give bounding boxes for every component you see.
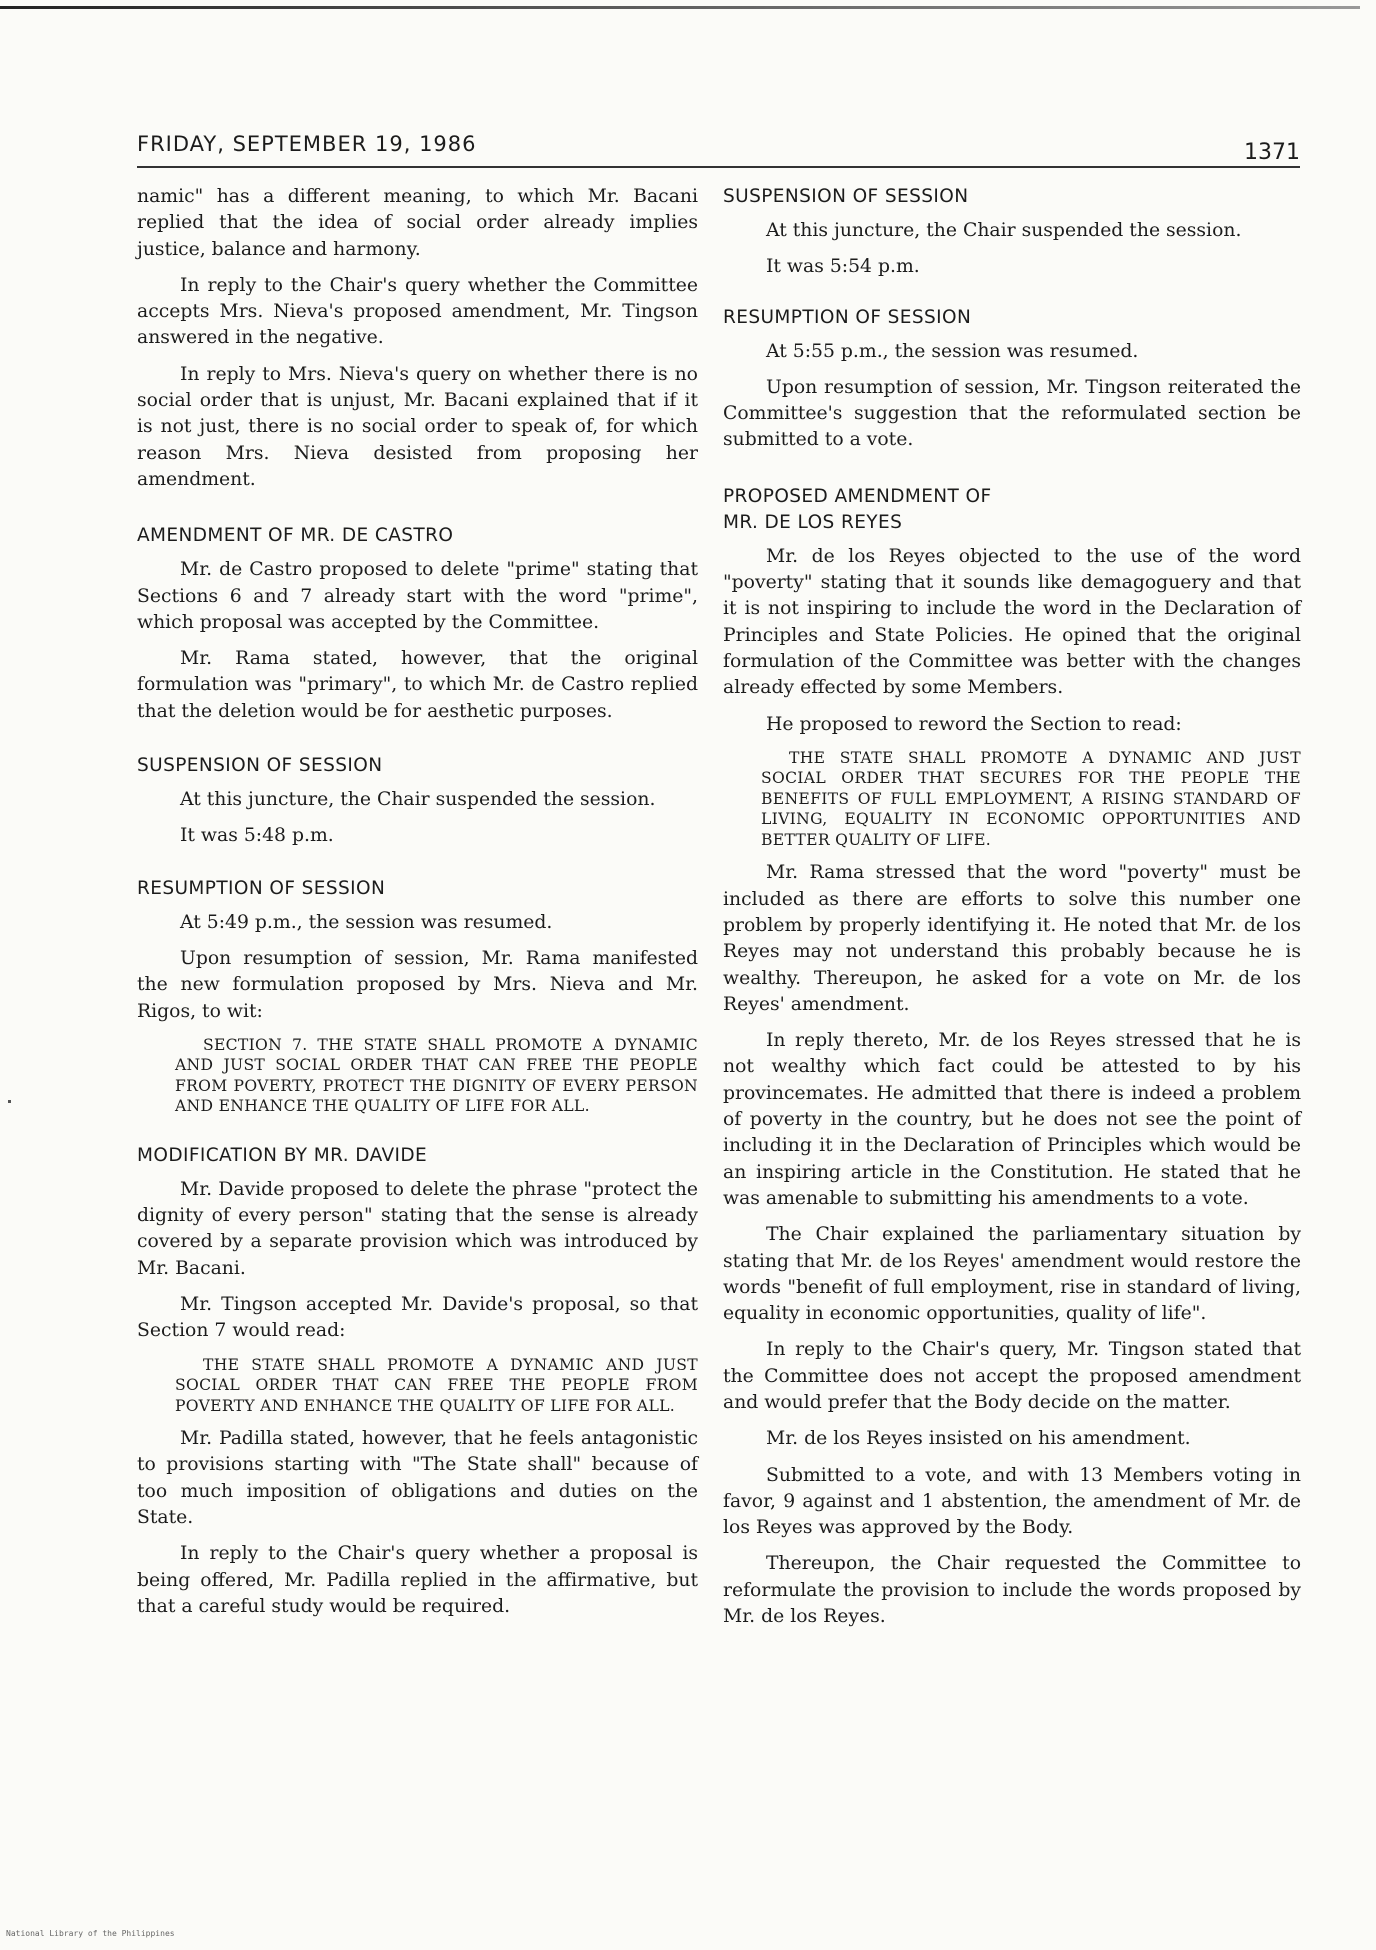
page-header bbox=[137, 128, 1300, 168]
paragraph: Upon resumption of session, Mr. Rama manifested the new formulation proposed by Mrs. Nieva and Mr. Rigos, to wit: bbox=[137, 947, 698, 1022]
paragraph: namic" has a different meaning, to which Mr. Bacani replied that the idea of social order already implies justice, balance and harmony. bbox=[137, 186, 698, 260]
paragraph: Mr. de los Reyes objected to the use of the word "poverty" stating that it sounds like demagoguery and that it is not inspiring to include the word in the Declaration of Principles and State Policies. He opined that the original formulation of the Committee was better with the changes already effected by some Members. bbox=[723, 545, 1301, 699]
section-heading: RESUMPTION OF SESSION bbox=[137, 877, 386, 899]
left-column bbox=[137, 184, 698, 1630]
section-heading: SUSPENSION OF SESSION bbox=[723, 186, 969, 207]
paragraph: At this juncture, the Chair suspended the session. bbox=[180, 789, 656, 811]
paragraph: At this juncture, the Chair suspended the session. bbox=[766, 220, 1242, 241]
paragraph: Mr. Tingson accepted Mr. Davide's proposal, so that Section 7 would read: bbox=[137, 1294, 698, 1342]
paragraph: The Chair explained the parliamentary situation by stating that Mr. de los Reyes' amendment would restore the words "benefit of full employment, rise in standard of living, equality in economic opportunities, quality of life". bbox=[723, 1224, 1301, 1325]
right-column bbox=[723, 184, 1301, 1640]
paragraph: Thereupon, the Chair requested the Committee to reformulate the provision to include the words proposed by Mr. de los Reyes. bbox=[723, 1553, 1301, 1628]
paragraph: He proposed to reword the Section to read: bbox=[766, 713, 1182, 735]
paragraph: At 5:55 p.m., the session was resumed. bbox=[766, 340, 1139, 362]
paragraph: Mr. Padilla stated, however, that he feels antagonistic to provisions starting with "The State shall" because of too much imposition of obligations and duties on the State. bbox=[137, 1428, 698, 1528]
paragraph: Mr. Rama stressed that the word "poverty" must be included as there are efforts to solve this number one problem by properly identifying it. He noted that Mr. de los Reyes may not understand this probably because he is wealthy. Thereupon, he asked for a vote on Mr. de los Reyes' amendment. bbox=[723, 862, 1301, 1015]
top-border-rule bbox=[0, 6, 1360, 9]
paragraph: Upon resumption of session, Mr. Tingson reiterated the Committee's suggestion that the reformulated section be submitted to a vote. bbox=[723, 376, 1301, 451]
block-quote: SECTION 7. THE STATE SHALL PROMOTE A DYNAMIC AND JUST SOCIAL ORDER THAT CAN FREE THE PEOPLE FROM POVERTY, PROTECT THE DIGNITY OF EVERY PERSON AND ENHANCE THE QUALITY OF LIFE FOR ALL. bbox=[175, 1035, 698, 1116]
section-heading: RESUMPTION OF SESSION bbox=[723, 306, 972, 328]
block-quote: THE STATE SHALL PROMOTE A DYNAMIC AND JUST SOCIAL ORDER THAT SECURES FOR THE PEOPLE THE BENEFITS OF FULL EMPLOYMENT, A RISING STANDARD OF LIVING, EQUALITY IN ECONOMIC OPPORTUNITIES AND BETTER QUALITY OF LIFE. bbox=[761, 748, 1301, 849]
paragraph: Submitted to a vote, and with 13 Members voting in favor, 9 against and 1 abstention, the amendment of Mr. de los Reyes was approved by the Body. bbox=[723, 1464, 1301, 1539]
section-heading: AMENDMENT OF MR. DE CASTRO bbox=[137, 525, 454, 547]
paragraph: In reply to the Chair's query, Mr. Tingson stated that the Committee does not accept the proposed amendment and would prefer that the Body decide on the matter. bbox=[723, 1339, 1301, 1413]
paragraph: In reply thereto, Mr. de los Reyes stressed that he is not wealthy which fact could be attested to by his provincemates. He admitted that there is indeed a problem of poverty in the country, but he does not see the point of including it in the Declaration of Principles which would be an inspiring article in the Constitution. He stated that he was amenable to submitting his amendments to a vote. bbox=[723, 1030, 1301, 1209]
section-heading-line: PROPOSED AMENDMENT OF bbox=[723, 485, 992, 507]
paragraph: It was 5:54 p.m. bbox=[766, 256, 920, 278]
header-date: FRIDAY, SEPTEMBER 19, 1986 bbox=[137, 132, 477, 156]
section-heading: SUSPENSION OF SESSION bbox=[137, 755, 383, 777]
paragraph: Mr. Rama stated, however, that the original formulation was "primary", to which Mr. de Castro replied that the deletion would be for aesthetic purposes. bbox=[137, 648, 698, 722]
paragraph: In reply to the Chair's query whether the Committee accepts Mrs. Nieva's proposed amendment, Mr. Tingson answered in the negative. bbox=[137, 274, 698, 349]
section-heading: MODIFICATION BY MR. DAVIDE bbox=[137, 1144, 428, 1166]
block-quote: THE STATE SHALL PROMOTE A DYNAMIC AND JUST SOCIAL ORDER THAT CAN FREE THE PEOPLE FROM POVERTY AND ENHANCE THE QUALITY OF LIFE FOR ALL. bbox=[175, 1355, 698, 1415]
paragraph: In reply to the Chair's query whether a proposal is being offered, Mr. Padilla replied in the affirmative, but that a careful study would be required. bbox=[137, 1543, 698, 1617]
paragraph: It was 5:48 p.m. bbox=[180, 825, 334, 847]
paragraph: Mr. de los Reyes insisted on his amendment. bbox=[766, 1428, 1191, 1450]
scan-mark bbox=[8, 1100, 11, 1103]
section-heading bbox=[723, 484, 1301, 536]
paragraph: Mr. Davide proposed to delete the phrase "protect the dignity of every person" stating that the sense is already covered by a separate provision which was introduced by Mr. Bacani. bbox=[137, 1178, 698, 1279]
section-heading-line: MR. DE LOS REYES bbox=[723, 511, 903, 533]
header-rule bbox=[137, 166, 1300, 168]
page-number: 1371 bbox=[1244, 140, 1300, 165]
paragraph: Mr. de Castro proposed to delete "prime" stating that Sections 6 and 7 already start with the word "prime", which proposal was accepted by the Committee. bbox=[137, 559, 698, 633]
scan-footer: National Library of the Philippines bbox=[6, 1929, 175, 1938]
paragraph: In reply to Mrs. Nieva's query on whether there is no social order that is unjust, Mr. Bacani explained that if it is not just, there is no social order to speak of, for which reason Mrs. Nieva desisted from proposing her amendment. bbox=[137, 363, 698, 490]
paragraph: At 5:49 p.m., the session was resumed. bbox=[180, 911, 553, 933]
